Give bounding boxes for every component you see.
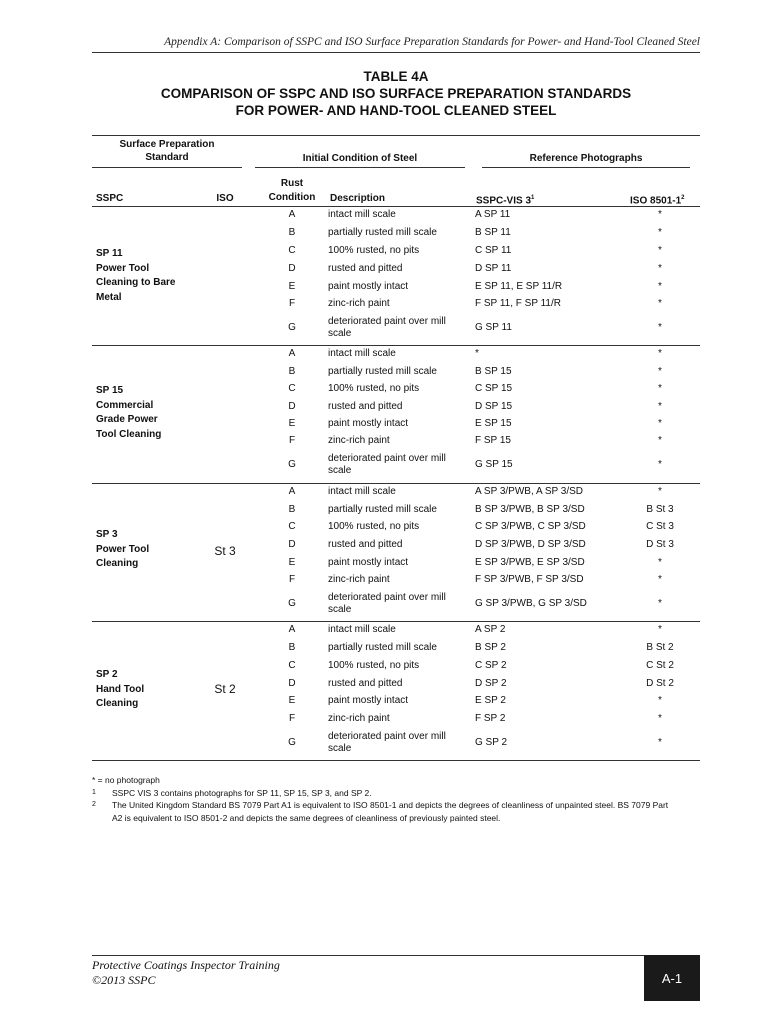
sspc-vis-photo: G SP 15 bbox=[475, 459, 513, 470]
footnote-2-marker: 2 bbox=[92, 801, 96, 808]
rust-condition: F bbox=[288, 298, 296, 309]
col-header-iso8501-label: ISO 8501-1 bbox=[630, 195, 682, 207]
rust-condition: E bbox=[288, 695, 296, 706]
iso8501-photo: D St 3 bbox=[646, 539, 674, 550]
rust-condition: D bbox=[288, 678, 296, 689]
iso8501-photo: * bbox=[658, 227, 662, 238]
sspc-vis-photo: F SP 11, F SP 11/R bbox=[475, 298, 561, 309]
condition-description: deteriorated paint over mill scale bbox=[328, 316, 446, 339]
sspc-vis-photo: E SP 15 bbox=[475, 418, 512, 429]
condition-description: intact mill scale bbox=[328, 348, 396, 359]
sspc-vis-photo: F SP 2 bbox=[475, 713, 506, 724]
iso8501-photo: * bbox=[658, 598, 662, 609]
section-sp15 bbox=[92, 346, 700, 483]
sspc-vis-photo: D SP 15 bbox=[475, 401, 513, 412]
group-header-surface-prep-line1: Surface Preparation bbox=[119, 139, 215, 150]
sspc-vis-photo: C SP 3/PWB, C SP 3/SD bbox=[475, 521, 586, 532]
rust-condition: C bbox=[288, 521, 296, 532]
page-number-badge bbox=[644, 955, 700, 1001]
footnote-2 bbox=[92, 799, 672, 824]
footer-copyright: ©2013 SSPC bbox=[92, 973, 156, 987]
iso8501-photo: * bbox=[658, 486, 662, 497]
condition-description: paint mostly intact bbox=[328, 695, 409, 706]
iso8501-photo: C St 2 bbox=[646, 660, 674, 671]
sspc-vis-photo: C SP 11 bbox=[475, 245, 512, 256]
iso8501-photo: * bbox=[658, 245, 662, 256]
iso8501-photo: * bbox=[658, 209, 662, 220]
standard-line: Commercial bbox=[96, 399, 154, 411]
group-header-reference-photos: Reference Photographs bbox=[529, 153, 643, 164]
section-sp3 bbox=[92, 484, 700, 621]
iso8501-photo: * bbox=[658, 737, 662, 748]
iso8501-photo: B St 3 bbox=[646, 504, 674, 515]
footer bbox=[92, 958, 280, 988]
iso8501-photo: * bbox=[658, 574, 662, 585]
condition-description: rusted and pitted bbox=[328, 263, 403, 274]
sspc-vis-photo: E SP 2 bbox=[475, 695, 506, 706]
condition-description: partially rusted mill scale bbox=[328, 642, 437, 653]
standard-line: Cleaning bbox=[96, 698, 139, 709]
standard-label-sp3 bbox=[96, 528, 206, 572]
condition-description: zinc-rich paint bbox=[328, 574, 390, 585]
iso8501-photo: * bbox=[658, 263, 662, 274]
footnote-2-text: The United Kingdom Standard BS 7079 Part A1 is equivalent to ISO 8501-1 and depicts the degrees of cleanliness of unpainted steel. BS 7079 Part A2 is equivalent to ISO 8501-2 and depicts the same degrees of cleanliness of previously painted steel. bbox=[112, 800, 669, 823]
rust-condition: C bbox=[288, 660, 296, 671]
sspc-vis-photo: G SP 11 bbox=[475, 322, 512, 333]
footnote-1-marker: 1 bbox=[92, 788, 96, 796]
condition-description: intact mill scale bbox=[328, 624, 396, 635]
iso8501-photo: * bbox=[658, 348, 662, 359]
rust-condition: E bbox=[288, 418, 296, 429]
standard-line: SP 3 bbox=[96, 529, 118, 540]
sspc-vis-photo: D SP 11 bbox=[475, 263, 512, 274]
condition-description: paint mostly intact bbox=[328, 281, 409, 292]
footnote-1-text: SSPC VIS 3 contains photographs for SP 11, SP 15, SP 3, and SP 2. bbox=[112, 787, 372, 798]
col-header-iso8501-sup: 2 bbox=[681, 195, 685, 201]
rust-condition: A bbox=[288, 624, 296, 635]
sspc-vis-photo: A SP 3/PWB, A SP 3/SD bbox=[475, 486, 584, 497]
rust-condition: G bbox=[288, 322, 296, 333]
iso8501-photo: * bbox=[658, 281, 662, 292]
group-rule-initial-condition bbox=[255, 167, 465, 168]
condition-description: partially rusted mill scale bbox=[328, 504, 437, 515]
iso8501-photo: C St 3 bbox=[646, 521, 674, 532]
table-bottom-rule bbox=[92, 760, 700, 761]
footer-course-title: Protective Coatings Inspector Training bbox=[92, 958, 280, 972]
table-top-rule bbox=[92, 135, 700, 136]
group-header-surface-prep bbox=[92, 138, 242, 164]
rust-condition: E bbox=[288, 557, 296, 568]
standard-line: Metal bbox=[96, 291, 122, 303]
col-header-sspc-vis3-label: SSPC-VIS 3 bbox=[476, 195, 532, 207]
standard-label-sp2 bbox=[96, 668, 206, 712]
iso8501-photo: * bbox=[658, 418, 662, 429]
sspc-vis-photo: F SP 3/PWB, F SP 3/SD bbox=[475, 574, 584, 585]
iso8501-photo: * bbox=[658, 459, 662, 470]
running-header: Appendix A: Comparison of SSPC and ISO Surface Preparation Standards for Power- and Hand-Tool Cleaned Steel bbox=[164, 36, 700, 48]
condition-description: deteriorated paint over mill scale bbox=[328, 453, 446, 476]
rust-condition: B bbox=[288, 366, 296, 377]
rust-condition: A bbox=[288, 209, 296, 220]
col-header-description: Description bbox=[330, 193, 386, 204]
condition-description: paint mostly intact bbox=[328, 557, 409, 568]
rust-condition: D bbox=[288, 401, 296, 412]
section-sp11 bbox=[92, 207, 700, 345]
iso8501-photo: * bbox=[658, 713, 662, 724]
title-line-3: FOR POWER- AND HAND-TOOL CLEANED STEEL bbox=[235, 103, 557, 118]
condition-description: 100% rusted, no pits bbox=[328, 245, 420, 256]
iso8501-photo: D St 2 bbox=[646, 678, 674, 689]
header-rule bbox=[92, 52, 700, 53]
iso8501-photo: * bbox=[658, 383, 662, 394]
iso8501-photo: * bbox=[658, 695, 662, 706]
table-title bbox=[92, 68, 700, 119]
rust-condition: G bbox=[288, 737, 296, 748]
condition-description: rusted and pitted bbox=[328, 539, 403, 550]
col-header-rust-line2: Condition bbox=[268, 192, 316, 203]
rust-condition: G bbox=[288, 459, 296, 470]
group-header-surface-prep-line2: Standard bbox=[145, 152, 189, 163]
standard-line: Cleaning bbox=[96, 558, 139, 569]
condition-description: deteriorated paint over mill scale bbox=[328, 592, 446, 615]
sspc-vis-photo: A SP 11 bbox=[475, 209, 511, 220]
standard-line: SP 2 bbox=[96, 669, 118, 680]
rust-condition: C bbox=[288, 245, 296, 256]
group-header-initial-condition: Initial Condition of Steel bbox=[302, 153, 418, 164]
iso-standard: St 3 bbox=[214, 544, 236, 558]
title-line-2: COMPARISON OF SSPC AND ISO SURFACE PREPARATION STANDARDS bbox=[160, 86, 632, 101]
condition-description: deteriorated paint over mill scale bbox=[328, 731, 446, 754]
section-sp2 bbox=[92, 622, 700, 759]
condition-description: intact mill scale bbox=[328, 486, 396, 497]
condition-description: 100% rusted, no pits bbox=[328, 383, 420, 394]
iso8501-photo: * bbox=[658, 322, 662, 333]
condition-description: rusted and pitted bbox=[328, 678, 403, 689]
col-header-rust-line1: Rust bbox=[280, 178, 304, 189]
rust-condition: F bbox=[288, 435, 296, 446]
iso-standard: St 2 bbox=[214, 682, 236, 696]
condition-description: rusted and pitted bbox=[328, 401, 403, 412]
rust-condition: E bbox=[288, 281, 296, 292]
iso8501-photo: * bbox=[658, 366, 662, 377]
standard-line: Cleaning to Bare bbox=[96, 277, 176, 288]
sspc-vis-photo: C SP 2 bbox=[475, 660, 507, 671]
footnotes bbox=[92, 774, 672, 824]
standard-label-sp15 bbox=[96, 384, 206, 442]
rust-condition: F bbox=[288, 713, 296, 724]
sspc-vis-photo: C SP 15 bbox=[475, 383, 513, 394]
condition-description: zinc-rich paint bbox=[328, 298, 390, 309]
iso8501-photo: B St 2 bbox=[646, 642, 674, 653]
rust-condition: A bbox=[288, 348, 296, 359]
standard-line: Power Tool bbox=[96, 543, 150, 555]
iso8501-photo: * bbox=[658, 624, 662, 635]
sspc-vis-photo: B SP 2 bbox=[475, 642, 506, 653]
rust-condition: B bbox=[288, 642, 296, 653]
iso8501-photo: * bbox=[658, 435, 662, 446]
iso8501-photo: * bbox=[658, 557, 662, 568]
col-header-iso: ISO bbox=[216, 193, 234, 204]
standard-label-sp11 bbox=[96, 247, 206, 305]
footnote-1 bbox=[92, 787, 672, 800]
sspc-vis-photo: G SP 2 bbox=[475, 737, 508, 748]
col-header-sspc-vis3-sup: 1 bbox=[531, 195, 535, 201]
sspc-vis-photo: D SP 2 bbox=[475, 678, 507, 689]
standard-line: Power Tool bbox=[96, 262, 150, 274]
sspc-vis-photo: F SP 15 bbox=[475, 435, 511, 446]
sspc-vis-photo: B SP 11 bbox=[475, 227, 511, 238]
sspc-vis-photo: A SP 2 bbox=[475, 624, 506, 635]
condition-description: partially rusted mill scale bbox=[328, 366, 437, 377]
page-number: A-1 bbox=[661, 970, 683, 986]
title-line-1: TABLE 4A bbox=[363, 69, 429, 84]
condition-description: intact mill scale bbox=[328, 209, 396, 220]
standard-line: SP 11 bbox=[96, 248, 123, 259]
standard-line: Tool Cleaning bbox=[96, 428, 162, 440]
rust-condition: C bbox=[288, 383, 296, 394]
sspc-vis-photo: D SP 3/PWB, D SP 3/SD bbox=[475, 539, 586, 550]
sspc-vis-photo: B SP 3/PWB, B SP 3/SD bbox=[475, 504, 585, 515]
condition-description: 100% rusted, no pits bbox=[328, 521, 420, 532]
rust-condition: B bbox=[288, 227, 296, 238]
iso8501-photo: * bbox=[658, 401, 662, 412]
footnote-star: * = no photograph bbox=[92, 775, 160, 785]
rust-condition: A bbox=[288, 486, 296, 497]
rust-condition: D bbox=[288, 539, 296, 550]
condition-description: partially rusted mill scale bbox=[328, 227, 437, 238]
col-header-rust-condition bbox=[267, 177, 317, 205]
standard-line: Hand Tool bbox=[96, 683, 145, 695]
rust-condition: F bbox=[288, 574, 296, 585]
condition-description: 100% rusted, no pits bbox=[328, 660, 420, 671]
footer-rule bbox=[92, 955, 700, 956]
standard-line: Grade Power bbox=[96, 414, 158, 425]
condition-description: zinc-rich paint bbox=[328, 435, 390, 446]
sspc-vis-photo: G SP 3/PWB, G SP 3/SD bbox=[475, 598, 587, 609]
rust-condition: B bbox=[288, 504, 296, 515]
group-rule-reference-photos bbox=[482, 167, 690, 168]
sspc-vis-photo: E SP 11, E SP 11/R bbox=[475, 281, 563, 292]
iso8501-photo: * bbox=[658, 298, 662, 309]
group-rule-surface-prep bbox=[92, 167, 242, 168]
rust-condition: G bbox=[288, 598, 296, 609]
sspc-vis-photo: B SP 15 bbox=[475, 366, 512, 377]
sspc-vis-photo: * bbox=[475, 348, 479, 359]
sspc-vis-photo: E SP 3/PWB, E SP 3/SD bbox=[475, 557, 585, 568]
condition-description: paint mostly intact bbox=[328, 418, 409, 429]
col-header-sspc: SSPC bbox=[96, 193, 124, 204]
standard-line: SP 15 bbox=[96, 385, 124, 396]
condition-description: zinc-rich paint bbox=[328, 713, 390, 724]
rust-condition: D bbox=[288, 263, 296, 274]
